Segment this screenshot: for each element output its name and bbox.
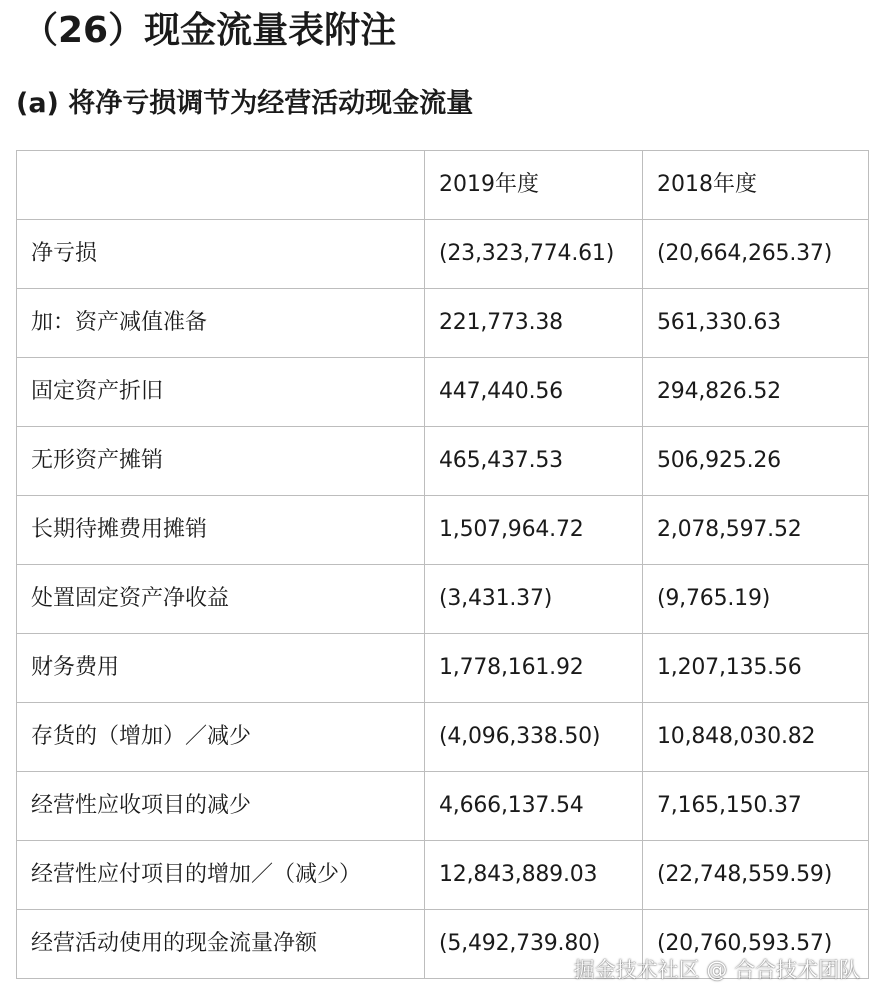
value-2018: (22,748,559.59)	[643, 841, 869, 910]
value-2018: (20,760,593.57)	[643, 910, 869, 979]
section-title: (a) 将净亏损调节为经营活动现金流量	[16, 88, 474, 119]
row-label: 存货的（增加）／减少	[17, 703, 425, 772]
row-label: 处置固定资产净收益	[17, 565, 425, 634]
table-row	[17, 358, 869, 427]
value-2018: (20,664,265.37)	[643, 220, 869, 289]
row-label: 财务费用	[17, 634, 425, 703]
value-2018: 10,848,030.82	[643, 703, 869, 772]
cash-flow-table	[16, 150, 869, 979]
value-2019: 4,666,137.54	[425, 772, 643, 841]
value-2019: 221,773.38	[425, 289, 643, 358]
row-label: 固定资产折旧	[17, 358, 425, 427]
table-row	[17, 220, 869, 289]
header-cell-2018: 2018年度	[643, 151, 869, 220]
row-label: 经营活动使用的现金流量净额	[17, 910, 425, 979]
value-2019: 447,440.56	[425, 358, 643, 427]
value-2018: 2,078,597.52	[643, 496, 869, 565]
value-2019: (4,096,338.50)	[425, 703, 643, 772]
page-title: （26）现金流量表附注	[22, 10, 397, 51]
row-label: 经营性应收项目的减少	[17, 772, 425, 841]
table-header-row	[17, 151, 869, 220]
row-label: 无形资产摊销	[17, 427, 425, 496]
value-2018: (9,765.19)	[643, 565, 869, 634]
row-label: 加：资产减值准备	[17, 289, 425, 358]
table-row	[17, 565, 869, 634]
table-row	[17, 703, 869, 772]
row-label: 净亏损	[17, 220, 425, 289]
value-2019: 12,843,889.03	[425, 841, 643, 910]
table-row	[17, 289, 869, 358]
table-row	[17, 634, 869, 703]
watermark: 掘金技术社区 @ 合合技术团队	[573, 958, 860, 982]
table-row	[17, 496, 869, 565]
table-row	[17, 772, 869, 841]
value-2018: 506,925.26	[643, 427, 869, 496]
row-label: 经营性应付项目的增加／（减少）	[17, 841, 425, 910]
value-2019: (3,431.37)	[425, 565, 643, 634]
header-cell-2019: 2019年度	[425, 151, 643, 220]
value-2018: 294,826.52	[643, 358, 869, 427]
row-label: 长期待摊费用摊销	[17, 496, 425, 565]
table-row	[17, 427, 869, 496]
value-2019: (5,492,739.80)	[425, 910, 643, 979]
value-2019: 1,778,161.92	[425, 634, 643, 703]
value-2018: 561,330.63	[643, 289, 869, 358]
value-2019: 465,437.53	[425, 427, 643, 496]
header-cell-item	[17, 151, 425, 220]
value-2019: 1,507,964.72	[425, 496, 643, 565]
table-row	[17, 841, 869, 910]
value-2018: 1,207,135.56	[643, 634, 869, 703]
value-2019: (23,323,774.61)	[425, 220, 643, 289]
value-2018: 7,165,150.37	[643, 772, 869, 841]
